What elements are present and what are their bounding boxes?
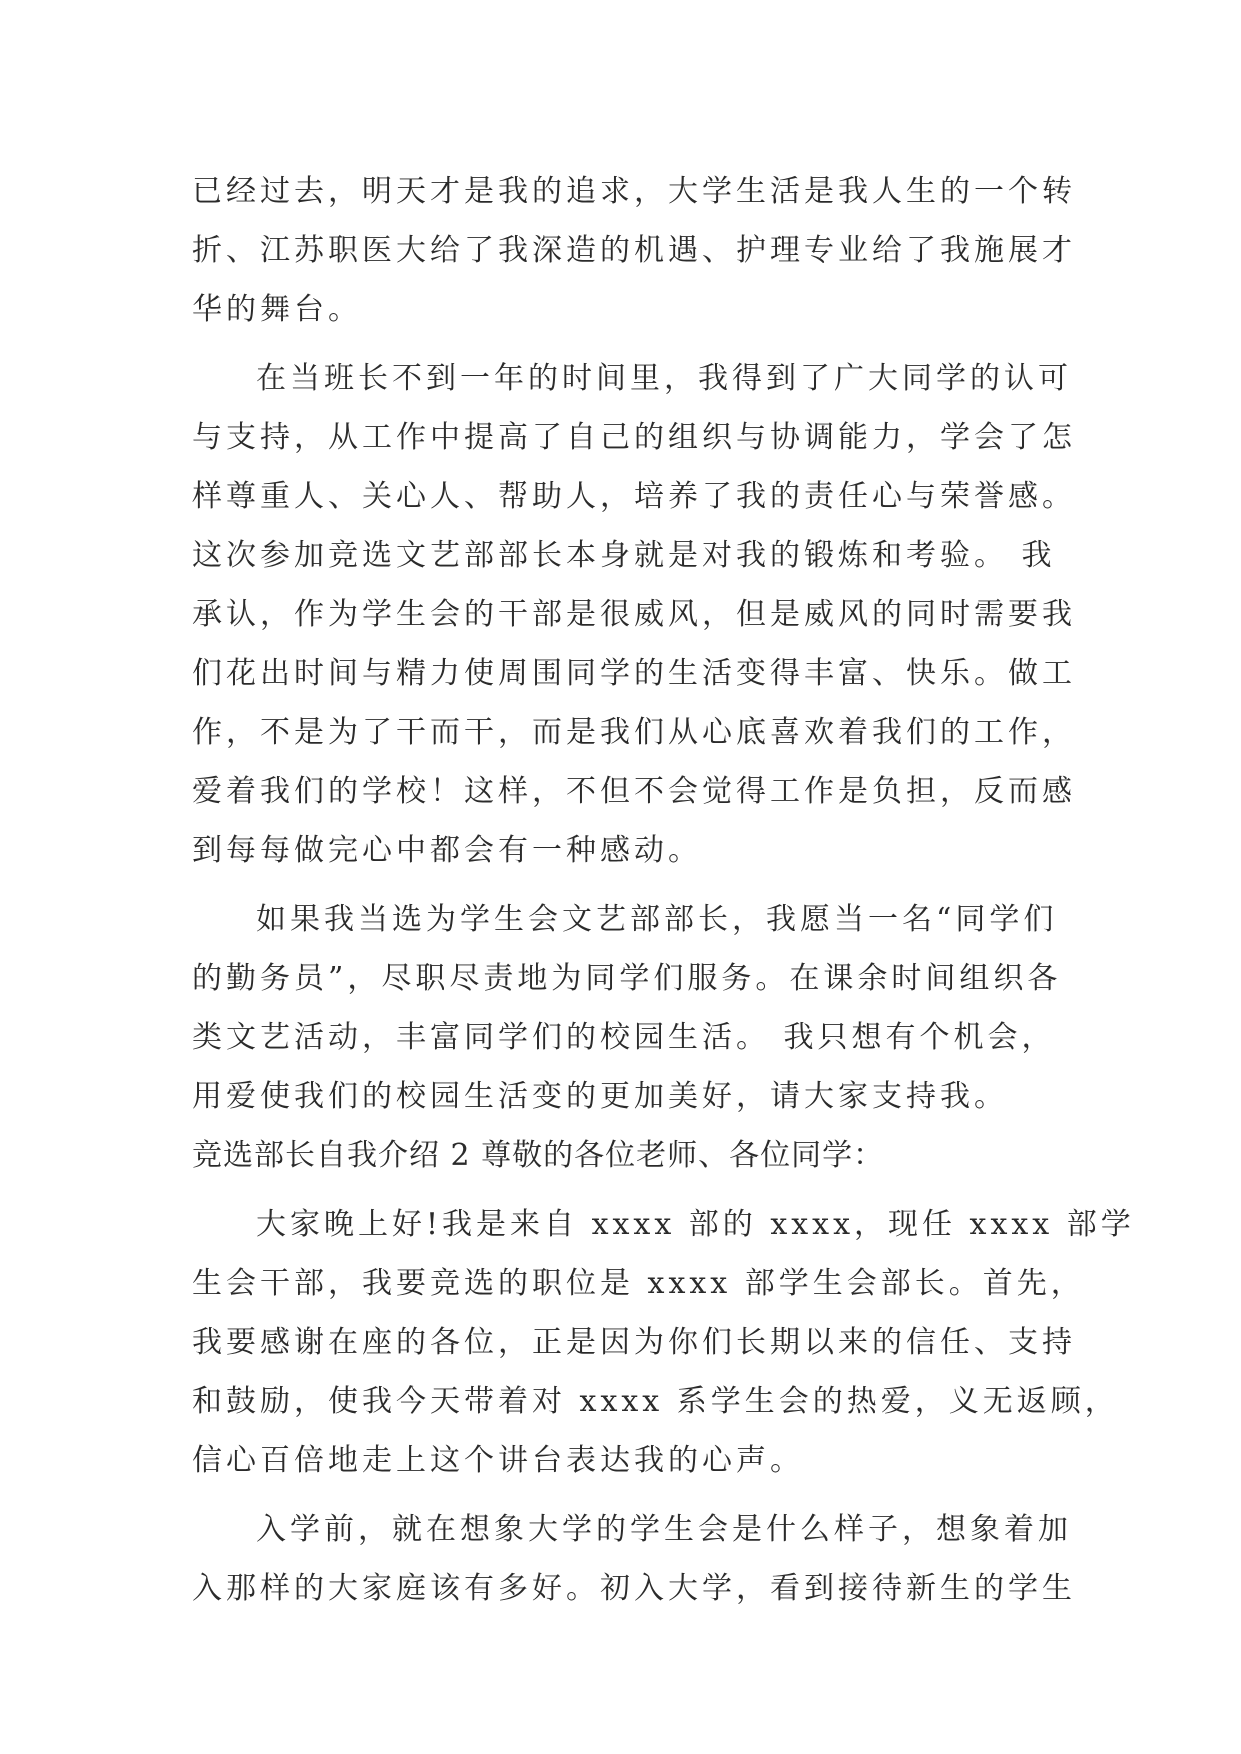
text-line: 已经过去，明天才是我的追求，大学生活是我人生的一个转 <box>192 174 1076 209</box>
text-line: 大家晚上好!我是来自 xxxx 部的 xxxx，现任 xxxx 部学 <box>256 1207 1135 1242</box>
text-line: 我要感谢在座的各位，正是因为你们长期以来的信任、支持 <box>192 1325 1076 1360</box>
text-line: 类文艺活动，丰富同学们的校园生活。 我只想有个机会， <box>192 1020 1056 1055</box>
text-line: 承认，作为学生会的干部是很威风，但是威风的同时需要我 <box>192 597 1076 632</box>
text-line: 折、江苏职医大给了我深造的机遇、护理专业给了我施展才 <box>192 233 1076 268</box>
text-line: 这次参加竞选文艺部部长本身就是对我的锻炼和考验。 我 <box>192 538 1056 573</box>
paragraph-5 <box>192 1500 1076 1618</box>
text-line: 们花出时间与精力使周围同学的生活变得丰富、快乐。做工 <box>192 656 1076 691</box>
text-line: 入那样的大家庭该有多好。初入大学，看到接待新生的学生 <box>192 1571 1076 1606</box>
text-line: 入学前，就在想象大学的学生会是什么样子，想象着加 <box>256 1512 1072 1547</box>
text-line: 华的舞台。 <box>192 292 362 327</box>
document-page <box>192 162 1135 1618</box>
text-line: 生会干部，我要竞选的职位是 xxxx 部学生会部长。首先， <box>192 1266 1085 1301</box>
text-line: 到每每做完心中都会有一种感动。 <box>192 833 702 868</box>
text-line: 作，不是为了干而干，而是我们从心底喜欢着我们的工作， <box>192 715 1076 750</box>
paragraph-1 <box>192 162 1076 339</box>
text-line: 用爱使我们的校园生活变的更加美好，请大家支持我。 <box>192 1079 1008 1114</box>
paragraph-2 <box>192 349 1076 880</box>
paragraph-4 <box>192 1195 1135 1490</box>
text-line: 和鼓励，使我今天带着对 xxxx 系学生会的热爱，义无返顾， <box>192 1384 1119 1419</box>
text-line: 在当班长不到一年的时间里，我得到了广大同学的认可 <box>256 361 1072 396</box>
text-line: 与支持，从工作中提高了自己的组织与协调能力，学会了怎 <box>192 420 1076 455</box>
text-line: 的勤务员”，尽职尽责地为同学们服务。在课余时间组织各 <box>192 961 1062 996</box>
text-line: 如果我当选为学生会文艺部部长，我愿当一名“同学们 <box>256 902 1058 937</box>
section-heading <box>192 1126 1062 1185</box>
text-line: 爱着我们的学校！这样，不但不会觉得工作是负担，反而感 <box>192 774 1076 809</box>
paragraph-3 <box>192 890 1062 1126</box>
text-line: 样尊重人、关心人、帮助人，培养了我的责任心与荣誉感。 <box>192 479 1076 514</box>
text-line: 信心百倍地走上这个讲台表达我的心声。 <box>192 1443 804 1478</box>
heading-line: 竞选部长自我介绍 2 尊敬的各位老师、各位同学： <box>192 1138 885 1173</box>
